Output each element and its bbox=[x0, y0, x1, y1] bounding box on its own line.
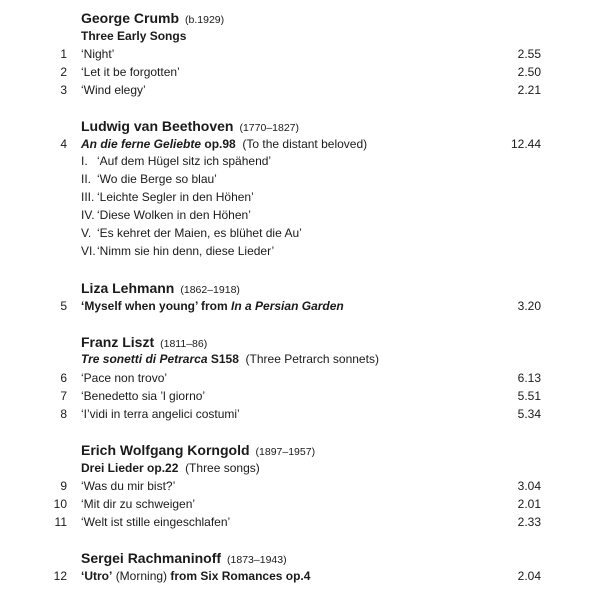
track-title: ‘I’vidi in terra angelici costumi’ bbox=[81, 407, 240, 421]
work-name: Drei Lieder bbox=[81, 461, 144, 475]
movement-title: ‘Auf dem Hügel sitz ich spähend’ bbox=[97, 154, 272, 168]
track-translation: (Morning) bbox=[115, 569, 168, 583]
track-title: ‘Pace non trovo’ bbox=[81, 371, 168, 385]
work-name: Tre sonetti di Petrarca bbox=[81, 352, 208, 366]
composer-heading bbox=[0, 333, 600, 351]
track-row bbox=[0, 567, 600, 585]
track-number: 5 bbox=[60, 299, 67, 313]
movement-title: ‘Nimm sie hin denn, diese Lieder’ bbox=[97, 244, 275, 258]
composer-heading bbox=[0, 549, 600, 567]
composer-name: Erich Wolfgang Korngold bbox=[81, 442, 250, 458]
movement-row bbox=[0, 206, 600, 224]
composer-name: Liza Lehmann bbox=[81, 280, 175, 296]
track-title: ‘Benedetto sia ’l giorno’ bbox=[81, 389, 206, 403]
composer-name: George Crumb bbox=[81, 10, 180, 26]
track-source: from Six Romances op.4 bbox=[170, 569, 311, 583]
work-translation: (Three Petrarch sonnets) bbox=[245, 352, 379, 366]
movement-title: ‘Leichte Segler in den Höhen’ bbox=[97, 190, 254, 204]
track-number: 11 bbox=[54, 515, 67, 529]
movement-title: ‘Es kehret der Maien, es blühet die Au’ bbox=[97, 226, 302, 240]
track-row bbox=[0, 63, 600, 81]
movement-title: ‘Wo die Berge so blau’ bbox=[97, 172, 217, 186]
track-duration: 2.04 bbox=[517, 569, 541, 583]
composer-dates: (1897–1957) bbox=[255, 446, 316, 458]
track-row bbox=[0, 387, 600, 405]
composer-name: Sergei Rachmaninoff bbox=[81, 550, 222, 566]
movement-row bbox=[0, 170, 600, 188]
track-row bbox=[0, 45, 600, 63]
track-duration: 2.55 bbox=[517, 47, 541, 61]
track-number: 12 bbox=[53, 569, 67, 583]
track-title: ‘Was du mir bist?’ bbox=[81, 479, 176, 493]
movement-number: II. bbox=[81, 172, 92, 186]
movement-number: IV. bbox=[81, 208, 95, 222]
movement-number: I. bbox=[81, 154, 88, 168]
track-row bbox=[0, 81, 600, 99]
track-number: 10 bbox=[53, 497, 67, 511]
track-duration: 6.13 bbox=[517, 371, 541, 385]
track-duration: 3.04 bbox=[517, 479, 541, 493]
track-number: 2 bbox=[60, 65, 67, 79]
track-title: ‘Myself when young’ from bbox=[81, 299, 228, 313]
track-duration: 3.20 bbox=[517, 299, 541, 313]
track-row bbox=[0, 495, 600, 513]
track-number: 6 bbox=[60, 371, 67, 385]
track-duration: 5.51 bbox=[517, 389, 541, 403]
track-title: ‘Night’ bbox=[81, 47, 115, 61]
work-opus: op.22 bbox=[147, 461, 179, 475]
work-title bbox=[0, 350, 600, 368]
work-opus: op.98 bbox=[204, 137, 236, 151]
movement-row bbox=[0, 188, 600, 206]
composer-heading bbox=[0, 279, 600, 297]
composer-heading bbox=[0, 117, 600, 135]
composer-dates: (1862–1918) bbox=[180, 284, 240, 296]
track-row bbox=[0, 135, 600, 153]
work-name: Three Early Songs bbox=[81, 29, 187, 43]
track-number: 4 bbox=[60, 137, 67, 151]
movement-number: V. bbox=[81, 226, 92, 240]
track-title: ‘Welt ist stille eingeschlafen’ bbox=[81, 515, 231, 529]
track-duration: 5.34 bbox=[517, 407, 541, 421]
track-number: 9 bbox=[60, 479, 67, 493]
composer-name: Franz Liszt bbox=[81, 334, 155, 350]
track-row bbox=[0, 405, 600, 423]
work-title bbox=[0, 27, 600, 45]
movement-number: III. bbox=[81, 190, 95, 204]
track-title: ‘Mit dir zu schweigen’ bbox=[81, 497, 196, 511]
composer-heading bbox=[0, 441, 600, 459]
track-number: 7 bbox=[60, 389, 67, 403]
work-name: An die ferne Geliebte bbox=[81, 137, 202, 151]
track-duration: 12.44 bbox=[510, 137, 541, 151]
movement-number: VI. bbox=[81, 244, 96, 258]
composer-name: Ludwig van Beethoven bbox=[81, 118, 234, 134]
track-duration: 2.50 bbox=[517, 65, 541, 79]
work-opus: S158 bbox=[210, 352, 239, 366]
track-row bbox=[0, 513, 600, 531]
track-number: 8 bbox=[60, 407, 67, 421]
composer-dates: (1811–86) bbox=[160, 338, 208, 350]
composer-dates: (1770–1827) bbox=[239, 122, 300, 134]
composer-dates: (b.1929) bbox=[185, 14, 225, 26]
movement-row bbox=[0, 242, 600, 260]
track-row bbox=[0, 369, 600, 387]
work-title bbox=[0, 459, 600, 477]
track-row bbox=[0, 477, 600, 495]
track-source: In a Persian Garden bbox=[231, 299, 344, 313]
track-title: ‘Utro’ bbox=[81, 569, 113, 583]
track-title: ‘Wind elegy’ bbox=[81, 83, 146, 97]
track-duration: 2.01 bbox=[517, 497, 541, 511]
movement-row bbox=[0, 224, 600, 242]
work-translation: (Three songs) bbox=[185, 461, 260, 475]
track-duration: 2.21 bbox=[517, 83, 541, 97]
work-translation: (To the distant beloved) bbox=[242, 137, 368, 151]
track-row bbox=[0, 297, 600, 315]
composer-dates: (1873–1943) bbox=[227, 554, 287, 566]
movement-row bbox=[0, 152, 600, 170]
composer-heading bbox=[0, 9, 600, 27]
track-duration: 2.33 bbox=[517, 515, 541, 529]
track-number: 3 bbox=[60, 83, 67, 97]
movement-title: ‘Diese Wolken in den Höhen’ bbox=[97, 208, 251, 222]
track-number: 1 bbox=[60, 47, 67, 61]
track-title: ‘Let it be forgotten’ bbox=[81, 65, 180, 79]
